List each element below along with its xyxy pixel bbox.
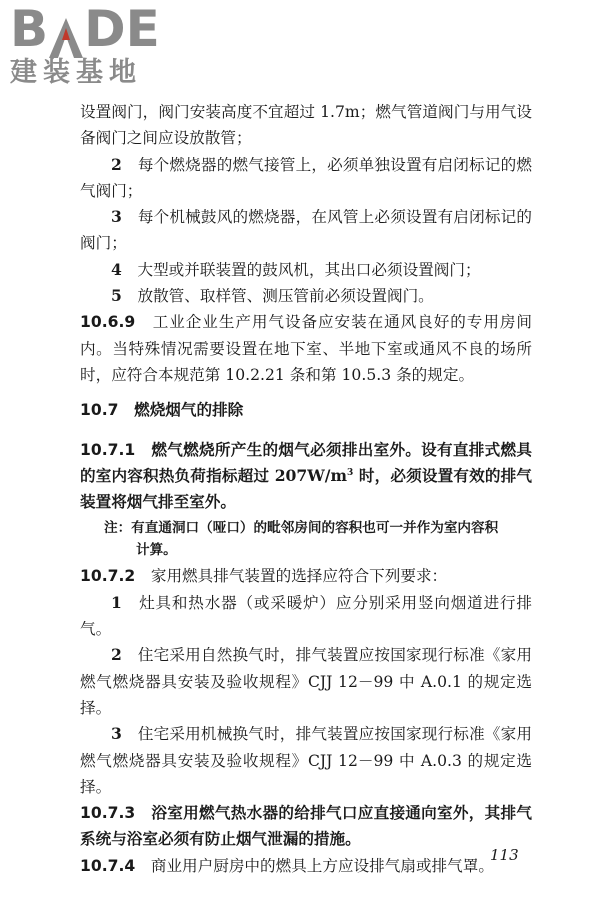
clause-10-6-9: 10.6.9 工业企业生产用气设备应安装在通风良好的专用房间内。当特殊情况需要设置在地下室、半地下室或通风不良的场所时，应符合本规范第 10.2.21 条和第 10.5.3 条的规定。 bbox=[80, 313, 532, 384]
logo-letters-pre: B bbox=[10, 0, 49, 58]
logo-letters-post: DE bbox=[84, 0, 160, 58]
clause-10-7-3: 10.7.3 浴室用燃气热水器的给排气口应直接通向室外，其排气系统与浴室必须有防止烟气泄漏的措施。 bbox=[80, 803, 532, 849]
sub-item-3: 3 住宅采用机械换气时，排气装置应按国家现行标准《家用燃气燃烧器具安装及验收规程》CJJ 12－99 中 A.0.3 的规定选择。 bbox=[80, 724, 532, 796]
list-item-4: 4 大型或并联装置的鼓风机，其出口必须设置阀门； bbox=[111, 259, 481, 279]
list-item-5: 5 放散管、取样管、测压管前必须设置阀门。 bbox=[111, 286, 434, 306]
logo-a-roof-icon bbox=[49, 10, 83, 56]
page-number: 113 bbox=[490, 846, 519, 864]
list-item-2: 2 每个燃烧器的燃气接管上，必须单独设置有启闭标记的燃气阀门； bbox=[80, 154, 532, 200]
sub-item-1: 1 灶具和热水器（或采暖炉）应分别采用竖向烟道进行排气。 bbox=[80, 592, 532, 639]
sub-item-2: 2 住宅采用自然换气时，排气装置应按国家现行标准《家用燃气燃烧器具安装及验收规程》CJJ 12－99 中 A.0.1 的规定选择。 bbox=[80, 645, 532, 717]
bade-logo bbox=[10, 2, 180, 94]
logo-subtitle: 建装基地 bbox=[10, 57, 142, 88]
section-heading: 10.7 燃烧烟气的排除 bbox=[80, 401, 244, 420]
document-body bbox=[80, 99, 532, 879]
logo-wordmark bbox=[10, 2, 180, 56]
paragraph-continuation: 设置阀门，阀门安装高度不宜超过 1.7m；燃气管道阀门与用气设备阀门之间应设放散管； bbox=[80, 103, 532, 148]
clause-10-7-2: 10.7.2 家用燃具排气装置的选择应符合下列要求： bbox=[80, 567, 448, 586]
note: 注：有直通洞口（哑口）的毗邻房间的容积也可一并作为室内容积 计算。 bbox=[104, 520, 499, 559]
list-item-3: 3 每个机械鼓风的燃烧器，在风管上必须设置有启闭标记的阀门； bbox=[80, 207, 532, 253]
clause-10-7-1: 10.7.1 燃气燃烧所产生的烟气必须排出室外。设有直排式燃具的室内容积热负荷指标超过 $207W/m^3$ 时，必须设置有效的排气装置将烟气排至室外。 bbox=[80, 439, 533, 512]
clause-10-7-4: 10.7.4 商业用户厨房中的燃具上方应设排气扇或排气罩。 bbox=[80, 856, 494, 875]
